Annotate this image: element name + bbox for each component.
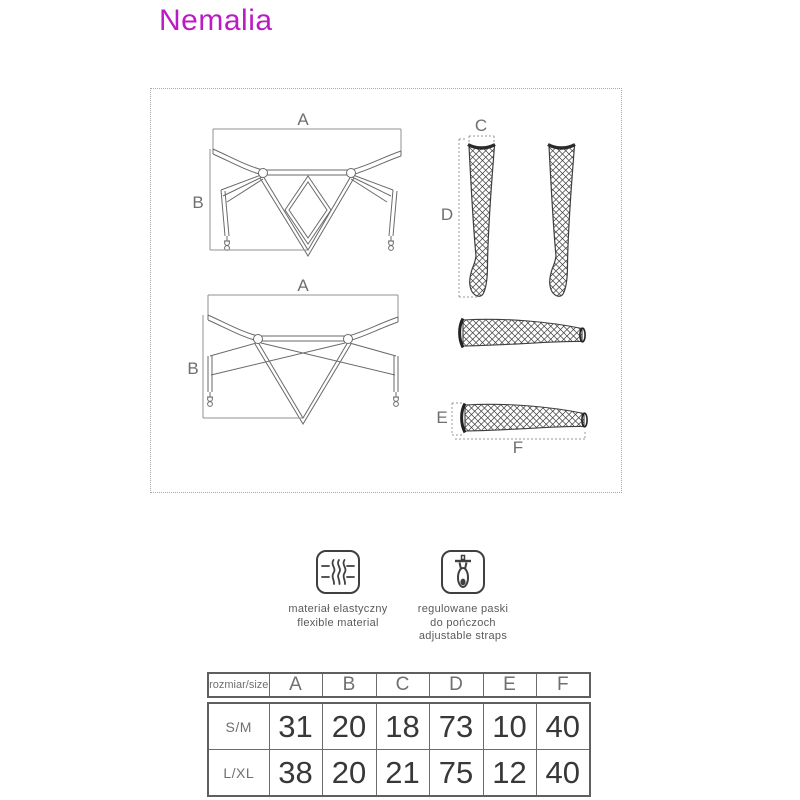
column-header-c: C xyxy=(376,673,429,697)
size-table xyxy=(207,672,590,797)
sm-value-e: 10 xyxy=(483,703,536,750)
dim-label-e: E xyxy=(436,408,448,427)
garter-back-diagram xyxy=(203,295,399,424)
header-size-label: rozmiar/size xyxy=(208,673,269,697)
lxl-value-b: 20 xyxy=(322,750,376,797)
sm-value-a: 31 xyxy=(269,703,322,750)
dim-label-d: D xyxy=(440,205,454,224)
sleeve-lower xyxy=(462,404,587,433)
sm-value-b: 20 xyxy=(322,703,376,750)
column-header-e: E xyxy=(483,673,536,697)
caption-line: materiał elastyczny xyxy=(288,603,388,615)
size-table-header xyxy=(207,672,591,698)
sm-value-c: 18 xyxy=(376,703,429,750)
dim-label-b2: B xyxy=(187,359,199,378)
lxl-value-e: 12 xyxy=(483,750,536,797)
dim-label-f: F xyxy=(512,438,524,457)
dim-b2-line xyxy=(203,315,303,418)
column-header-b: B xyxy=(322,673,376,697)
caption-line: adjustable straps xyxy=(418,630,508,642)
lxl-value-f: 40 xyxy=(536,750,590,797)
technical-diagram-box xyxy=(150,88,622,493)
technical-diagram xyxy=(151,89,621,492)
stocking-right xyxy=(548,145,575,297)
page-title: Nemalia xyxy=(159,4,273,37)
table-row xyxy=(208,703,590,750)
elastic-waves-glyph xyxy=(318,552,358,592)
dim-a2-bracket xyxy=(208,295,398,317)
garter-clip-glyph xyxy=(443,552,483,592)
size-table-body xyxy=(207,702,591,797)
dim-label-a1: A xyxy=(297,110,309,129)
dim-label-b1: B xyxy=(192,193,204,212)
dim-label-a2: A xyxy=(297,276,309,295)
adjustable-straps-icon xyxy=(441,550,485,594)
lxl-value-c: 21 xyxy=(376,750,429,797)
dim-a1-bracket xyxy=(213,129,401,151)
adjustable-straps-caption xyxy=(378,603,548,644)
lxl-value-a: 38 xyxy=(269,750,322,797)
size-sm-label: S/M xyxy=(208,703,269,750)
lxl-value-d: 75 xyxy=(429,750,483,797)
header-row xyxy=(208,673,590,697)
caption-line: flexible material xyxy=(297,616,379,629)
stocking-left xyxy=(468,145,495,297)
garter-front-diagram xyxy=(210,129,401,256)
column-header-f: F xyxy=(536,673,590,697)
elastic-material-icon xyxy=(316,550,360,594)
sleeve-upper xyxy=(460,319,585,348)
column-header-d: D xyxy=(429,673,483,697)
sm-value-d: 73 xyxy=(429,703,483,750)
sm-value-f: 40 xyxy=(536,703,590,750)
caption-line: do pończoch xyxy=(430,616,496,629)
column-header-a: A xyxy=(269,673,322,697)
size-lxl-label: L/XL xyxy=(208,750,269,797)
caption-line: regulowane paski xyxy=(417,603,509,615)
dim-label-c: C xyxy=(474,116,488,135)
table-row xyxy=(208,750,590,797)
sleeves-diagram xyxy=(452,319,587,440)
stockings-diagram xyxy=(459,136,575,297)
